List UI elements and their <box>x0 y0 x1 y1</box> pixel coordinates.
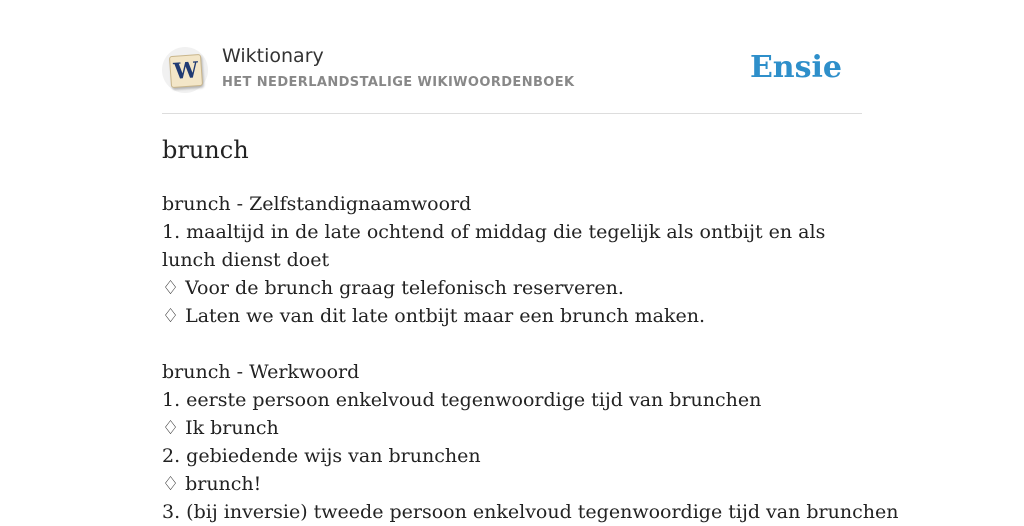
section-heading-verb: brunch - Werkwoord <box>162 361 360 383</box>
example-line: ♢ Ik brunch <box>162 417 279 439</box>
wiktionary-logo[interactable] <box>162 47 208 93</box>
entry-content <box>162 190 899 526</box>
definition-line: 1. eerste persoon enkelvoud tegenwoordige tijd van brunchen <box>162 389 762 411</box>
definition-line: 1. maaltijd in de late ochtend of middag die tegelijk als ontbijt en als lunch dienst doet <box>162 221 826 271</box>
example-line: ♢ brunch! <box>162 473 262 495</box>
section-spacer <box>162 330 862 358</box>
example-line: ♢ Voor de brunch graag telefonisch reserveren. <box>162 277 624 299</box>
site-tagline: HET NEDERLANDSTALIGE WIKIWOORDENBOEK <box>222 75 575 90</box>
definition-line: 2. gebiedende wijs van brunchen <box>162 445 481 467</box>
site-header <box>162 0 862 114</box>
section-heading-noun: brunch - Zelfstandignaamwoord <box>162 193 472 215</box>
ensie-brand-link[interactable]: Ensie <box>749 50 842 85</box>
site-title[interactable]: Wiktionary <box>222 45 324 67</box>
definition-line: 3. (bij inversie) tweede persoon enkelvoud tegenwoordige tijd van brunchen <box>162 501 899 523</box>
page-title: brunch <box>162 136 249 164</box>
wiktionary-logo-icon: W <box>169 54 203 88</box>
example-line: ♢ Laten we van dit late ontbijt maar een brunch maken. <box>162 305 705 327</box>
page-container <box>162 0 899 523</box>
